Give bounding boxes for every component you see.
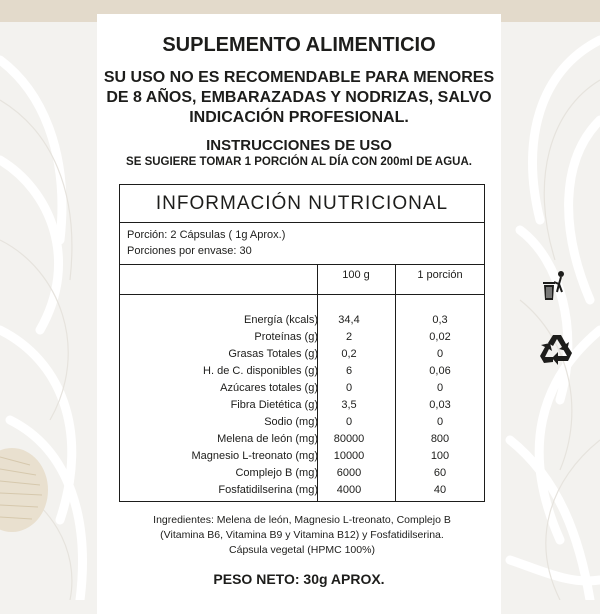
table-row	[120, 331, 484, 348]
row-value-portion: 100	[430, 450, 450, 462]
table-row	[120, 467, 484, 484]
servings-per-container: Porciones por envase: 30	[127, 245, 252, 257]
row-value-portion: 0,06	[429, 365, 451, 377]
row-label: Fosfatidilserina (mg)	[218, 484, 318, 496]
row-label: Sodio (mg)	[264, 416, 318, 428]
table-row	[120, 450, 484, 467]
table-row	[120, 348, 484, 365]
nutrition-title: INFORMACIÓN NUTRICIONAL	[120, 185, 484, 223]
row-label: Azúcares totales (g)	[220, 382, 318, 394]
column-header-100g: 100 g	[342, 269, 370, 281]
warning-line: SU USO NO ES RECOMENDABLE PARA MENORES	[103, 69, 495, 86]
row-value-portion: 0	[436, 382, 444, 394]
table-row	[120, 484, 484, 501]
table-row	[120, 314, 484, 331]
row-value-portion: 0,3	[432, 314, 448, 326]
row-value-100g: 6	[345, 365, 353, 377]
ingredients-line: Cápsula vegetal (HPMC 100%)	[229, 544, 375, 556]
instructions-text: SE SUGIERE TOMAR 1 PORCIÓN AL DÍA CON 200ml DE AGUA.	[126, 156, 472, 168]
portion-info	[127, 227, 285, 259]
row-value-100g: 0	[345, 416, 353, 428]
portion-size: Porción: 2 Cápsulas ( 1g Aprox.)	[127, 229, 286, 241]
row-value-100g: 34,4	[338, 314, 360, 326]
row-label: Complejo B (mg)	[235, 467, 318, 479]
usage-warning	[97, 68, 501, 128]
recycle-icon	[539, 333, 575, 367]
column-header-portion: 1 porción	[417, 269, 463, 281]
table-row	[120, 416, 484, 433]
row-label: H. de C. disponibles (g)	[203, 365, 318, 377]
net-weight: PESO NETO: 30g APROX.	[213, 571, 385, 587]
row-value-portion: 60	[433, 467, 447, 479]
row-value-portion: 0	[436, 348, 444, 360]
table-divider	[120, 264, 484, 265]
row-label: Melena de león (mg)	[217, 433, 318, 445]
row-value-100g: 10000	[333, 450, 365, 462]
trash-disposal-icon	[540, 270, 568, 304]
lions-mane-mushroom-icon	[0, 445, 50, 535]
table-row	[120, 433, 484, 450]
row-value-portion: 0,02	[429, 331, 451, 343]
row-value-100g: 80000	[333, 433, 365, 445]
row-label: Magnesio L-treonato (mg)	[191, 450, 318, 462]
row-label: Proteínas (g)	[254, 331, 318, 343]
table-divider	[120, 294, 484, 295]
table-row	[120, 399, 484, 416]
row-label: Grasas Totales (g)	[228, 348, 318, 360]
row-value-100g: 0,2	[341, 348, 357, 360]
row-value-portion: 0	[436, 416, 444, 428]
row-value-portion: 40	[433, 484, 447, 496]
ingredients-line: (Vitamina B6, Vitamina B9 y Vitamina B12) y Fosfatidilserina.	[160, 529, 444, 541]
row-label: Fibra Dietética (g)	[230, 399, 318, 411]
row-value-portion: 800	[430, 433, 450, 445]
table-row	[120, 382, 484, 399]
ingredients-line: Ingredientes: Melena de león, Magnesio L-treonato, Complejo B	[153, 514, 451, 526]
row-value-portion: 0,03	[429, 399, 451, 411]
row-value-100g: 4000	[336, 484, 362, 496]
row-value-100g: 2	[345, 331, 353, 343]
row-value-100g: 0	[345, 382, 353, 394]
nutrition-table	[119, 184, 485, 502]
row-label: Energía (kcals)	[244, 314, 318, 326]
warning-line: INDICACIÓN PROFESIONAL.	[189, 109, 409, 126]
label-panel	[97, 14, 501, 614]
row-value-100g: 6000	[336, 467, 362, 479]
ingredients	[119, 513, 485, 558]
warning-line: DE 8 AÑOS, EMBARAZADAS Y NODRIZAS, SALVO	[106, 89, 492, 106]
row-value-100g: 3,5	[341, 399, 357, 411]
table-row	[120, 365, 484, 382]
product-type-title: SUPLEMENTO ALIMENTICIO	[162, 34, 436, 56]
instructions-title: INSTRUCCIONES DE USO	[206, 137, 392, 154]
